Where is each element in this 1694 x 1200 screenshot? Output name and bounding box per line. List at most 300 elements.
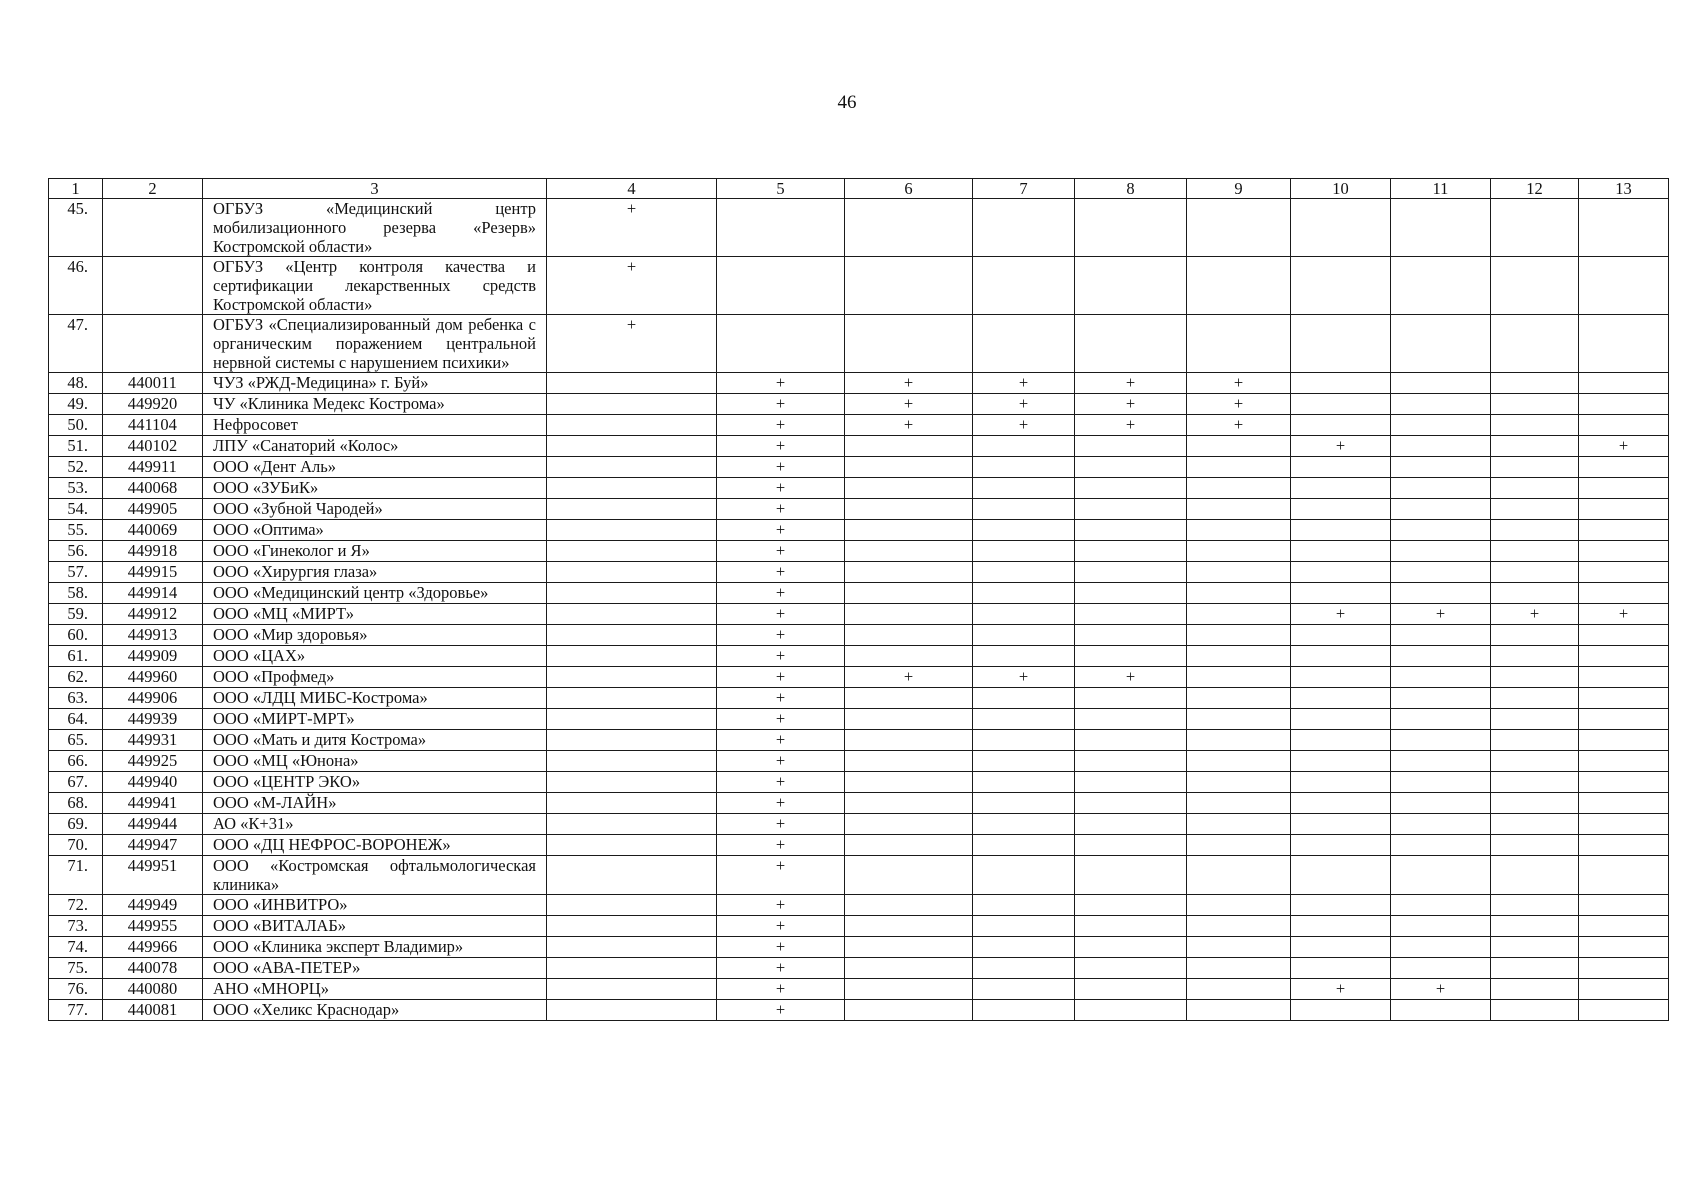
row-number: 58. [49,583,103,604]
mark-cell-col-11 [1391,499,1491,520]
row-number: 67. [49,772,103,793]
mark-cell-col-12 [1491,772,1579,793]
organization-code: 440068 [103,478,203,499]
mark-cell-col-4 [547,1000,717,1021]
mark-cell-col-11 [1391,730,1491,751]
mark-cell-col-10: + [1291,979,1391,1000]
organization-name: ОГБУЗ «Центр контроля качества и сертификации лекарственных средств Костромской области» [203,257,547,315]
organization-name: ООО «Мать и дитя Кострома» [203,730,547,751]
mark-cell-col-13: + [1579,604,1669,625]
mark-cell-col-9 [1187,457,1291,478]
organization-name: ООО «Оптима» [203,520,547,541]
column-header: 1 [49,179,103,199]
organization-name: ООО «АВА-ПЕТЕР» [203,958,547,979]
organization-name: ООО «Хеликс Краснодар» [203,1000,547,1021]
organization-code: 440102 [103,436,203,457]
mark-cell-col-11 [1391,625,1491,646]
mark-cell-col-12 [1491,394,1579,415]
organization-name: АО «К+31» [203,814,547,835]
mark-cell-col-8 [1075,730,1187,751]
mark-cell-col-13 [1579,730,1669,751]
mark-cell-col-8 [1075,541,1187,562]
mark-cell-col-13 [1579,1000,1669,1021]
mark-cell-col-6: + [845,394,973,415]
mark-cell-col-11 [1391,793,1491,814]
row-number: 73. [49,916,103,937]
mark-cell-col-12 [1491,520,1579,541]
organization-code: 449915 [103,562,203,583]
mark-cell-col-5 [717,257,845,315]
mark-cell-col-4 [547,937,717,958]
organization-name: ООО «ЦЕНТР ЭКО» [203,772,547,793]
row-number: 60. [49,625,103,646]
mark-cell-col-9 [1187,646,1291,667]
organization-name: ООО «Медицинский центр «Здоровье» [203,583,547,604]
table-row [49,562,1669,583]
mark-cell-col-9 [1187,895,1291,916]
row-number: 75. [49,958,103,979]
mark-cell-col-5: + [717,625,845,646]
mark-cell-col-10 [1291,541,1391,562]
mark-cell-col-11 [1391,751,1491,772]
column-header: 13 [1579,179,1669,199]
mark-cell-col-11 [1391,257,1491,315]
mark-cell-col-5: + [717,895,845,916]
organization-code: 449966 [103,937,203,958]
mark-cell-col-7 [973,499,1075,520]
mark-cell-col-6 [845,499,973,520]
mark-cell-col-12 [1491,646,1579,667]
row-number: 51. [49,436,103,457]
mark-cell-col-4 [547,979,717,1000]
mark-cell-col-13 [1579,979,1669,1000]
organization-code: 449951 [103,856,203,895]
mark-cell-col-10 [1291,856,1391,895]
column-header: 7 [973,179,1075,199]
organization-code: 449955 [103,916,203,937]
mark-cell-col-4 [547,583,717,604]
mark-cell-col-8 [1075,478,1187,499]
table-row [49,520,1669,541]
mark-cell-col-9 [1187,625,1291,646]
mark-cell-col-8 [1075,751,1187,772]
mark-cell-col-8 [1075,604,1187,625]
table-row [49,730,1669,751]
table-row [49,895,1669,916]
row-number: 50. [49,415,103,436]
organization-name: ЧУ «Клиника Медекс Кострома» [203,394,547,415]
organization-name: ООО «ВИТАЛАБ» [203,916,547,937]
mark-cell-col-9 [1187,478,1291,499]
mark-cell-col-10 [1291,751,1391,772]
mark-cell-col-10 [1291,814,1391,835]
mark-cell-col-8 [1075,895,1187,916]
organization-name: ООО «Зубной Чародей» [203,499,547,520]
mark-cell-col-12 [1491,562,1579,583]
mark-cell-col-4 [547,457,717,478]
table-row [49,856,1669,895]
mark-cell-col-9 [1187,257,1291,315]
mark-cell-col-12 [1491,793,1579,814]
mark-cell-col-13: + [1579,436,1669,457]
mark-cell-col-13 [1579,772,1669,793]
mark-cell-col-12 [1491,937,1579,958]
mark-cell-col-5: + [717,604,845,625]
mark-cell-col-4: + [547,315,717,373]
mark-cell-col-6: + [845,373,973,394]
mark-cell-col-8 [1075,772,1187,793]
mark-cell-col-12 [1491,667,1579,688]
mark-cell-col-5: + [717,541,845,562]
mark-cell-col-10 [1291,1000,1391,1021]
mark-cell-col-10 [1291,793,1391,814]
organization-name: ООО «ЛДЦ МИБС-Кострома» [203,688,547,709]
row-number: 55. [49,520,103,541]
column-header: 9 [1187,179,1291,199]
mark-cell-col-6 [845,835,973,856]
mark-cell-col-6 [845,199,973,257]
organization-code: 440080 [103,979,203,1000]
mark-cell-col-10 [1291,646,1391,667]
mark-cell-col-12 [1491,373,1579,394]
mark-cell-col-8 [1075,916,1187,937]
table-row [49,772,1669,793]
mark-cell-col-4 [547,520,717,541]
table-row [49,436,1669,457]
mark-cell-col-12 [1491,751,1579,772]
mark-cell-col-8 [1075,835,1187,856]
mark-cell-col-6 [845,520,973,541]
mark-cell-col-12 [1491,835,1579,856]
mark-cell-col-13 [1579,499,1669,520]
mark-cell-col-7 [973,257,1075,315]
mark-cell-col-11 [1391,814,1491,835]
mark-cell-col-12 [1491,688,1579,709]
mark-cell-col-10 [1291,373,1391,394]
mark-cell-col-5: + [717,646,845,667]
mark-cell-col-12 [1491,478,1579,499]
mark-cell-col-9 [1187,499,1291,520]
mark-cell-col-5: + [717,979,845,1000]
mark-cell-col-8 [1075,499,1187,520]
mark-cell-col-9: + [1187,415,1291,436]
mark-cell-col-13 [1579,958,1669,979]
mark-cell-col-10 [1291,772,1391,793]
row-number: 52. [49,457,103,478]
mark-cell-col-5: + [717,457,845,478]
mark-cell-col-6 [845,478,973,499]
mark-cell-col-8 [1075,257,1187,315]
organization-code: 449912 [103,604,203,625]
mark-cell-col-9 [1187,520,1291,541]
mark-cell-col-9 [1187,709,1291,730]
mark-cell-col-12 [1491,895,1579,916]
mark-cell-col-8 [1075,520,1187,541]
mark-cell-col-9 [1187,856,1291,895]
mark-cell-col-10 [1291,520,1391,541]
mark-cell-col-5 [717,315,845,373]
row-number: 65. [49,730,103,751]
mark-cell-col-13 [1579,415,1669,436]
row-number: 70. [49,835,103,856]
mark-cell-col-11 [1391,895,1491,916]
mark-cell-col-9 [1187,583,1291,604]
mark-cell-col-4 [547,499,717,520]
organization-name: ООО «Гинеколог и Я» [203,541,547,562]
organization-name: ООО «ИНВИТРО» [203,895,547,916]
table-row [49,478,1669,499]
organization-name: ООО «МИРТ-МРТ» [203,709,547,730]
mark-cell-col-8 [1075,315,1187,373]
mark-cell-col-5: + [717,667,845,688]
organization-name: ЧУЗ «РЖД-Медицина» г. Буй» [203,373,547,394]
mark-cell-col-6 [845,436,973,457]
mark-cell-col-6 [845,688,973,709]
mark-cell-col-4: + [547,257,717,315]
mark-cell-col-11 [1391,958,1491,979]
table-row [49,814,1669,835]
mark-cell-col-11 [1391,315,1491,373]
mark-cell-col-7 [973,709,1075,730]
mark-cell-col-8 [1075,688,1187,709]
mark-cell-col-8: + [1075,373,1187,394]
organization-code [103,315,203,373]
mark-cell-col-11 [1391,541,1491,562]
mark-cell-col-8 [1075,646,1187,667]
mark-cell-col-6 [845,583,973,604]
mark-cell-col-4 [547,751,717,772]
mark-cell-col-10 [1291,709,1391,730]
mark-cell-col-4 [547,436,717,457]
mark-cell-col-9 [1187,436,1291,457]
mark-cell-col-9 [1187,315,1291,373]
organization-name: Нефросовет [203,415,547,436]
mark-cell-col-7 [973,604,1075,625]
row-number: 62. [49,667,103,688]
mark-cell-col-10 [1291,625,1391,646]
mark-cell-col-12 [1491,257,1579,315]
mark-cell-col-9 [1187,979,1291,1000]
mark-cell-col-10 [1291,730,1391,751]
mark-cell-col-9 [1187,667,1291,688]
mark-cell-col-5: + [717,394,845,415]
mark-cell-col-13 [1579,373,1669,394]
mark-cell-col-6 [845,604,973,625]
organization-code: 440078 [103,958,203,979]
mark-cell-col-8: + [1075,415,1187,436]
organization-code: 449906 [103,688,203,709]
column-header: 5 [717,179,845,199]
mark-cell-col-10 [1291,688,1391,709]
registry-table [48,178,1669,1021]
mark-cell-col-12 [1491,856,1579,895]
mark-cell-col-7 [973,958,1075,979]
mark-cell-col-8 [1075,436,1187,457]
mark-cell-col-8 [1075,199,1187,257]
mark-cell-col-7 [973,646,1075,667]
mark-cell-col-11 [1391,520,1491,541]
mark-cell-col-4 [547,730,717,751]
row-number: 69. [49,814,103,835]
row-number: 66. [49,751,103,772]
mark-cell-col-6 [845,562,973,583]
mark-cell-col-6 [845,751,973,772]
table-row [49,793,1669,814]
row-number: 71. [49,856,103,895]
organization-code [103,257,203,315]
mark-cell-col-4 [547,415,717,436]
table-row [49,499,1669,520]
mark-cell-col-13 [1579,688,1669,709]
mark-cell-col-10 [1291,499,1391,520]
mark-cell-col-4 [547,709,717,730]
mark-cell-col-13 [1579,257,1669,315]
mark-cell-col-11 [1391,688,1491,709]
mark-cell-col-8 [1075,793,1187,814]
mark-cell-col-4 [547,373,717,394]
mark-cell-col-9 [1187,1000,1291,1021]
organization-code: 449960 [103,667,203,688]
row-number: 68. [49,793,103,814]
mark-cell-col-13 [1579,793,1669,814]
mark-cell-col-5: + [717,814,845,835]
mark-cell-col-7 [973,979,1075,1000]
mark-cell-col-10 [1291,257,1391,315]
mark-cell-col-12 [1491,541,1579,562]
column-header: 6 [845,179,973,199]
mark-cell-col-4 [547,772,717,793]
table-row [49,667,1669,688]
row-number: 47. [49,315,103,373]
organization-code: 449911 [103,457,203,478]
mark-cell-col-7 [973,520,1075,541]
mark-cell-col-10 [1291,457,1391,478]
mark-cell-col-13 [1579,583,1669,604]
mark-cell-col-5: + [717,562,845,583]
mark-cell-col-10 [1291,315,1391,373]
table-row [49,315,1669,373]
mark-cell-col-13 [1579,541,1669,562]
mark-cell-col-5: + [717,1000,845,1021]
mark-cell-col-10 [1291,937,1391,958]
row-number: 74. [49,937,103,958]
mark-cell-col-4 [547,895,717,916]
table-row [49,394,1669,415]
organization-code: 449925 [103,751,203,772]
mark-cell-col-6 [845,958,973,979]
mark-cell-col-6 [845,625,973,646]
organization-code: 440081 [103,1000,203,1021]
table-row [49,457,1669,478]
table-row [49,415,1669,436]
mark-cell-col-6 [845,916,973,937]
mark-cell-col-12 [1491,1000,1579,1021]
mark-cell-col-6 [845,814,973,835]
mark-cell-col-13 [1579,751,1669,772]
mark-cell-col-4 [547,625,717,646]
table-row [49,916,1669,937]
organization-code: 449913 [103,625,203,646]
mark-cell-col-6 [845,646,973,667]
mark-cell-col-13 [1579,457,1669,478]
mark-cell-col-6 [845,895,973,916]
mark-cell-col-12 [1491,958,1579,979]
mark-cell-col-7: + [973,667,1075,688]
mark-cell-col-10: + [1291,436,1391,457]
mark-cell-col-7 [973,625,1075,646]
mark-cell-col-8 [1075,583,1187,604]
mark-cell-col-7 [973,1000,1075,1021]
table-row [49,199,1669,257]
mark-cell-col-13 [1579,562,1669,583]
table-row [49,625,1669,646]
organization-name: ООО «ЗУБиК» [203,478,547,499]
mark-cell-col-11 [1391,436,1491,457]
organization-code: 440069 [103,520,203,541]
mark-cell-col-9 [1187,937,1291,958]
mark-cell-col-7 [973,315,1075,373]
organization-code: 449940 [103,772,203,793]
table-header [49,179,1669,199]
table-row [49,937,1669,958]
mark-cell-col-10: + [1291,604,1391,625]
mark-cell-col-10 [1291,478,1391,499]
mark-cell-col-5: + [717,958,845,979]
row-number: 76. [49,979,103,1000]
mark-cell-col-9 [1187,562,1291,583]
mark-cell-col-5: + [717,856,845,895]
mark-cell-col-9 [1187,916,1291,937]
mark-cell-col-7 [973,541,1075,562]
mark-cell-col-12: + [1491,604,1579,625]
organization-name: АНО «МНОРЦ» [203,979,547,1000]
mark-cell-col-7 [973,916,1075,937]
mark-cell-col-5: + [717,583,845,604]
mark-cell-col-4 [547,667,717,688]
organization-code: 449947 [103,835,203,856]
mark-cell-col-4 [547,856,717,895]
column-header: 10 [1291,179,1391,199]
column-header: 12 [1491,179,1579,199]
mark-cell-col-6: + [845,415,973,436]
mark-cell-col-12 [1491,625,1579,646]
mark-cell-col-13 [1579,916,1669,937]
organization-name: ОГБУЗ «Медицинский центр мобилизационного резерва «Резерв» Костромской области» [203,199,547,257]
organization-name: ООО «ДЦ НЕФРОС-ВОРОНЕЖ» [203,835,547,856]
mark-cell-col-7 [973,688,1075,709]
mark-cell-col-6 [845,793,973,814]
mark-cell-col-4 [547,814,717,835]
column-header: 2 [103,179,203,199]
row-number: 54. [49,499,103,520]
mark-cell-col-7 [973,937,1075,958]
mark-cell-col-8 [1075,814,1187,835]
mark-cell-col-6 [845,257,973,315]
mark-cell-col-4 [547,562,717,583]
mark-cell-col-4: + [547,199,717,257]
row-number: 57. [49,562,103,583]
mark-cell-col-6 [845,1000,973,1021]
row-number: 49. [49,394,103,415]
row-number: 45. [49,199,103,257]
mark-cell-col-12 [1491,199,1579,257]
mark-cell-col-5: + [717,520,845,541]
mark-cell-col-13 [1579,394,1669,415]
mark-cell-col-6: + [845,667,973,688]
header-row [49,179,1669,199]
mark-cell-col-11 [1391,1000,1491,1021]
mark-cell-col-13 [1579,814,1669,835]
